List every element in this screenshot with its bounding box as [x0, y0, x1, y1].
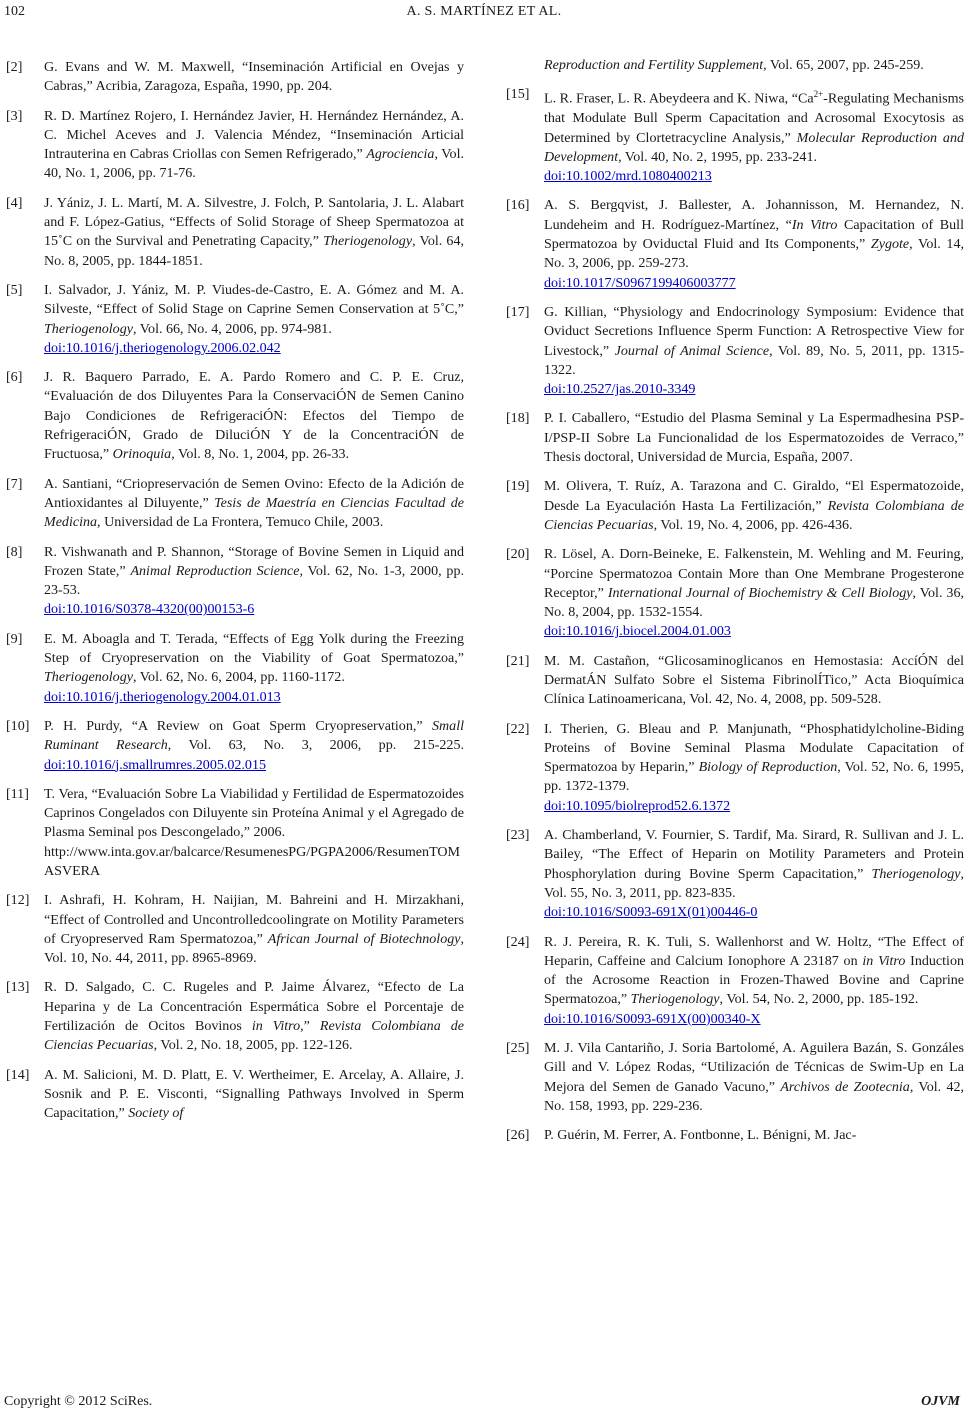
reference-text: R. J. Pereira, R. K. Tuli, S. Wallenhorst and W. Holtz, “The Effect of Heparin, Caffeine and Calcium Ionophore A 23187 on	[544, 933, 964, 969]
reference-italic: Molecular Reproduction and Development	[544, 129, 964, 165]
reference-body	[44, 475, 464, 533]
reference-italic: In Vitro	[791, 216, 838, 233]
reference-text: M. J. Vila Cantariño, J. Soria Bartolomé, A. Aguilera Bazán, S. Gonzáles Gill and V. López Rodas, “Utilización de Técnicas de Swim-Up en La Mejora del Semen de Ganado Vacuno,”	[544, 1040, 964, 1095]
reference-text: M. Olivera, T. Ruíz, A. Tarazona and C. Giraldo, “El Espermatozoide, Desde La Eyaculación Hasta La Fertilización,”	[544, 478, 964, 514]
reference-entry	[6, 107, 464, 184]
reference-number: [13]	[6, 979, 30, 996]
reference-url[interactable]: http://www.inta.gov.ar/balcarce/ResumenesPG/PGPA2006/ResumenTOMASVERA	[44, 843, 461, 879]
reference-text: R. Lösel, A. Dorn-Beineke, E. Falkenstein, M. Wehling and M. Feuring, “Porcine Spermatozoa Contain More than One Membrane Progesterone Receptor,”	[544, 546, 964, 601]
reference-body	[44, 717, 464, 775]
reference-text: , Vol. 62, No. 1-3, 2000, pp. 23-53.	[44, 562, 464, 599]
reference-number: [4]	[6, 194, 23, 211]
reference-entry	[506, 303, 964, 399]
reference-italic: Theriogenology	[323, 233, 413, 250]
reference-text: G. Evans and W. M. Maxwell, “Inseminación Artificial en Ovejas y Cabras,” Acribia, Zaragoza, España, 1990, pp. 204.	[44, 59, 464, 95]
reference-text: , Vol. 36, No. 8, 2004, pp. 1532-1554.	[544, 584, 964, 621]
reference-text: , Universidad de La Frontera, Temuco Chile, 2003.	[97, 514, 384, 531]
left-column	[6, 58, 464, 1134]
reference-body	[44, 630, 464, 707]
reference-continuation	[544, 56, 964, 75]
reference-body	[44, 194, 464, 271]
reference-body	[544, 933, 964, 1029]
reference-text: , Vol. 19, No. 4, 2006, pp. 426-436.	[653, 516, 853, 533]
doi-link[interactable]: doi:10.1016/j.theriogenology.2006.02.042	[44, 339, 281, 356]
reference-entry	[506, 1039, 964, 1116]
reference-text: I. Therien, G. Bleau and P. Manjunath, “Phosphatidylcholine-Biding Proteins of Bovine Seminal Plasma Modulate Capacitation of Spermatozoa by Heparin,”	[544, 720, 964, 776]
reference-number: [15]	[506, 86, 530, 103]
doi-link[interactable]: doi:10.2527/jas.2010-3349	[544, 381, 696, 398]
reference-body	[44, 107, 464, 184]
reference-italic: African Journal of Biotechnology	[267, 930, 461, 947]
reference-text: , Vol. 10, No. 44, 2011, pp. 8965-8969.	[44, 930, 464, 967]
reference-text: Capacitation of Bull Spermatozoa by Oviductal Fluid and Its Components,”	[544, 216, 964, 253]
reference-number: [2]	[6, 59, 23, 75]
reference-number: [10]	[6, 717, 30, 734]
reference-body	[544, 826, 964, 922]
reference-text: , Vol. 40, No. 1, 2006, pp. 71-76.	[44, 146, 464, 182]
reference-text: M. M. Castañon, “Glicosaminoglicanos en Hemostasia: AccíÓN del DermatÁN Sulfato Sobre el Sistema FibrinolÍTico,” Acta Bioquímica Clínica Latinoamericana, Vol. 42, No. 4, 2008, pp. 509-528.	[544, 652, 964, 708]
reference-text: A. Santiani, “Criopreservación de Semen Ovino: Efecto de la Adición de Antioxidantes al Diluyente,”	[44, 475, 464, 511]
page-number: 102	[4, 4, 25, 19]
reference-text: R. Vishwanath and P. Shannon, “Storage of Bovine Semen in Liquid and Frozen State,”	[44, 543, 464, 579]
reference-entry	[6, 785, 464, 881]
page-header	[0, 4, 968, 24]
reference-entry	[506, 477, 964, 535]
reference-body	[544, 196, 964, 292]
doi-link[interactable]: doi:10.1016/S0378-4320(00)00153-6	[44, 601, 255, 618]
reference-entry	[506, 933, 964, 1029]
reference-text: , Vol. 55, No. 3, 2011, pp. 823-835.	[544, 865, 964, 901]
reference-number: [16]	[506, 197, 530, 214]
doi-link[interactable]: doi:10.1002/mrd.1080400213	[544, 168, 712, 185]
reference-text: , Vol. 66, No. 4, 2006, pp. 974-981.	[132, 320, 332, 337]
reference-italic: Zygote	[870, 236, 910, 253]
doi-link[interactable]: doi:10.1016/S0093-691X(00)00340-X	[544, 1010, 761, 1027]
reference-text: , Vol. 40, No. 2, 1995, pp. 233-241.	[618, 148, 817, 165]
page-footer	[0, 1394, 968, 1414]
reference-text: , Vol. 8, No. 1, 2004, pp. 26-33.	[171, 446, 350, 463]
reference-body	[44, 58, 464, 97]
reference-number: [20]	[506, 546, 530, 563]
reference-text: , Vol. 89, No. 5, 2011, pp. 1315-1322.	[544, 342, 964, 378]
reference-text: J. Yániz, J. L. Martí, M. A. Silvestre, J. Folch, P. Santolaria, J. L. Alabart and F. López-Gatius, “Effects of Solid Storage of Sheep Spermatozoa at 15˚C on the Survival and Penetrating Capacity,”	[44, 194, 464, 250]
reference-text: E. M. Aboagla and T. Terada, “Effects of Egg Yolk during the Freezing Step of Cryopreservation on the Viability of Goat Spermatozoa,”	[44, 630, 464, 667]
reference-italic: Journal of Animal Science	[614, 342, 770, 359]
reference-text: J. R. Baquero Parrado, E. A. Pardo Romero and C. P. E. Cruz, “Evaluación de dos Diluyentes Para la ConservaciÓN de Semen Canino Bajo Condiciones de RefrigeraciÓN: Efectos del Tiempo de RefrigeraciÓN, Grado de DiluciÓN Y de la ConcentraciÓN de Fructuosa,”	[44, 369, 464, 463]
doi-link[interactable]: doi:10.1016/S0093-691X(01)00446-0	[544, 904, 758, 921]
reference-text: -Regulating Mechanisms that Modulate Bull Sperm Capacitation and Acrosomal Exocytosis as Determined by Clortetracycline Analysis,”	[544, 90, 964, 146]
reference-body	[44, 368, 464, 464]
reference-entry	[6, 1066, 464, 1124]
superscript: 2+	[813, 89, 824, 100]
reference-body	[544, 1039, 964, 1116]
reference-entry	[506, 409, 964, 467]
reference-number: [19]	[506, 478, 530, 495]
reference-italic: Theriogenology	[871, 865, 961, 882]
reference-text: , Vol. 54, No. 2, 2000, pp. 185-192.	[719, 991, 919, 1008]
reference-text: , Vol. 65, 2007, pp. 245-259.	[763, 57, 924, 73]
reference-body	[544, 545, 964, 641]
reference-italic: Orinoquia	[112, 446, 172, 463]
reference-italic: Tesis de Maestría en Ciencias Facultad de Medicina	[44, 494, 465, 531]
reference-italic: Revista Colombiana de Ciencias Pecuarias	[44, 1018, 464, 1054]
reference-italic: in Vitro	[862, 952, 906, 969]
reference-number: [22]	[506, 720, 530, 737]
reference-number: [3]	[6, 107, 23, 124]
reference-body	[544, 303, 964, 399]
reference-body	[544, 652, 964, 710]
reference-text: P. I. Caballero, “Estudio del Plasma Seminal y La Espermadhesina PSP-I/PSP-II Sobre La Funcionalidad de los Espermatozoides de Verraco,” Thesis doctoral, Universidad de Murcia, España, 2007.	[544, 410, 964, 466]
reference-text: ,”	[300, 1018, 320, 1035]
reference-italic: Society of	[128, 1105, 184, 1122]
reference-entry	[6, 281, 464, 358]
reference-number: [24]	[506, 933, 530, 950]
reference-entry	[6, 543, 464, 620]
reference-entry	[6, 368, 464, 464]
reference-text: R. D. Salgado, C. C. Rugeles and P. Jaime Álvarez, “Efecto de La Heparina y de La Concentración Espermática Sobre el Porcentaje de Fertilización de Ocitos Bovinos	[44, 979, 464, 1035]
right-column	[506, 56, 964, 1156]
doi-link[interactable]: doi:10.1095/biolreprod52.6.1372	[544, 797, 731, 814]
reference-text: R. D. Martínez Rojero, I. Hernández Javier, H. Hernández Hernández, A. C. Michel Aceves and J. Valencia Méndez, “Inseminación Articial Intrauterina en Cabras Criollas con Semen Refrigerado,”	[44, 107, 464, 163]
reference-number: [6]	[6, 369, 23, 386]
reference-text: , Vol. 42, No. 158, 1993, pp. 229-236.	[544, 1078, 965, 1114]
reference-text: Induction of the Acrosome Reaction in Frozen-Thawed Bovine and Caprine Spermatozoa,”	[544, 952, 964, 1008]
doi-link[interactable]: doi:10.1016/j.smallrumres.2005.02.015	[44, 756, 267, 773]
reference-text: , Vol. 2, No. 18, 2005, pp. 122-126.	[153, 1037, 353, 1054]
reference-number: [11]	[6, 785, 29, 802]
reference-number: [5]	[6, 281, 23, 298]
reference-text: , Vol. 14, No. 3, 2006, pp. 259-273.	[544, 236, 964, 272]
reference-italic: Small Ruminant Research	[44, 717, 464, 754]
reference-entry	[6, 717, 464, 775]
reference-text: A. M. Salicioni, M. D. Platt, E. V. Wertheimer, E. Arcelay, A. Allaire, J. Sosnik and P. E. Visconti, “Signalling Pathways Involved in Sperm Capacitation,”	[44, 1066, 464, 1122]
reference-italic: in Vitro	[251, 1018, 301, 1035]
reference-italic: Revista Colombiana de Ciencias Pecuarias	[544, 497, 964, 533]
doi-link[interactable]: doi:10.1016/j.theriogenology.2004.01.013	[44, 688, 281, 705]
journal-abbreviation: OJVM	[921, 1394, 960, 1409]
reference-text: , Vol. 52, No. 6, 1995, pp. 1372-1379.	[544, 759, 964, 795]
reference-number: [14]	[6, 1066, 30, 1083]
doi-link[interactable]: doi:10.1017/S0967199406003777	[544, 274, 736, 291]
running-head: A. S. MARTÍNEZ ET AL.	[406, 4, 562, 19]
reference-body	[544, 1126, 964, 1145]
reference-number: [18]	[506, 410, 530, 427]
reference-body	[544, 409, 964, 467]
reference-italic: Biology of Reproduction	[698, 759, 838, 776]
reference-number: [17]	[506, 303, 530, 320]
reference-number: [26]	[506, 1127, 530, 1144]
reference-number: [7]	[6, 475, 23, 492]
reference-italic: Theriogenology	[630, 991, 720, 1008]
reference-text: G. Killian, “Physiology and Endocrinology Symposium: Evidence that Oviduct Secretions Influence Sperm Function: A Retrospective View for Livestock,”	[544, 303, 964, 359]
reference-body	[44, 543, 464, 620]
reference-text: , Vol. 63, No. 3, 2006, pp. 215-225.	[167, 737, 464, 754]
reference-entry	[506, 652, 964, 710]
reference-body	[544, 85, 964, 186]
reference-italic: Theriogenology	[44, 320, 133, 337]
reference-entry	[6, 630, 464, 707]
reference-entry	[506, 196, 964, 292]
reference-number: [25]	[506, 1040, 530, 1057]
reference-body	[44, 978, 464, 1055]
reference-entry	[6, 891, 464, 968]
reference-entry	[6, 194, 464, 271]
reference-body	[544, 720, 964, 816]
reference-number: [9]	[6, 630, 23, 647]
reference-italic: Reproduction and Fertility Supplement	[544, 57, 764, 73]
reference-text: , Vol. 62, No. 6, 2004, pp. 1160-1172.	[132, 669, 345, 686]
reference-entry	[6, 978, 464, 1055]
reference-text: P. Guérin, M. Ferrer, A. Fontbonne, L. Bénigni, M. Jac-	[544, 1127, 857, 1144]
reference-italic: International Journal of Biochemistry & Cell Biology	[607, 584, 913, 601]
reference-body	[44, 891, 464, 968]
reference-text: L. R. Fraser, L. R. Abeydeera and K. Niwa, “Ca	[544, 90, 814, 107]
doi-link[interactable]: doi:10.1016/j.biocel.2004.01.003	[544, 623, 731, 640]
reference-entry	[6, 475, 464, 533]
reference-body	[44, 785, 464, 881]
reference-number: [23]	[506, 827, 530, 844]
reference-body	[44, 281, 464, 358]
reference-italic: Theriogenology	[44, 669, 133, 686]
reference-entry	[506, 545, 964, 641]
reference-italic: Agrociencia	[366, 146, 435, 163]
copyright-notice: Copyright © 2012 SciRes.	[4, 1394, 153, 1409]
reference-text: A. Chamberland, V. Fournier, S. Tardif, Ma. Sirard, R. Sullivan and J. L. Bailey, “The Effect of Heparin on Motility Parameters and Protein Phosphorylation during Bovine Sperm Capacitation,”	[544, 827, 964, 882]
reference-text: I. Salvador, J. Yániz, M. P. Viudes-de-Castro, E. A. Gómez and M. A. Silveste, “Effect of Solid Stage on Caprine Semen Conservation at 5˚C,”	[44, 281, 464, 318]
reference-text: , Vol. 64, No. 8, 2005, pp. 1844-1851.	[44, 233, 464, 269]
reference-text: I. Ashrafi, H. Kohram, H. Naijian, M. Bahreini and H. Mirzakhani, “Effect of Controlled and Uncontrolledcoolingrate on Motility Parameters of Cryopreserved Ram Spermatozoa,”	[44, 892, 464, 947]
reference-text: P. H. Purdy, “A Review on Goat Sperm Cryopreservation,”	[44, 717, 432, 734]
reference-entry	[506, 720, 964, 816]
reference-text: T. Vera, “Evaluación Sobre La Viabilidad y Fertilidad de Espermatozoides Caprinos Congelados con Diluyente sin Proteína Animal y el Agregado de Plasma Seminal pos Descongelado,” 2006.	[44, 785, 464, 841]
reference-entry	[506, 85, 964, 186]
reference-body	[44, 1066, 464, 1124]
reference-entry	[6, 58, 464, 97]
reference-number: [21]	[506, 652, 530, 669]
reference-italic: Animal Reproduction Science	[130, 562, 300, 579]
reference-body	[544, 477, 964, 535]
reference-entry	[506, 1126, 964, 1145]
reference-italic: Archivos de Zootecnia	[780, 1078, 910, 1095]
reference-entry	[506, 826, 964, 922]
reference-text: A. S. Bergqvist, J. Ballester, A. Johannisson, M. Hernandez, N. Lundeheim and H. Rodríguez-Martínez, “	[544, 197, 964, 233]
reference-number: [8]	[6, 543, 23, 560]
reference-number: [12]	[6, 892, 30, 909]
